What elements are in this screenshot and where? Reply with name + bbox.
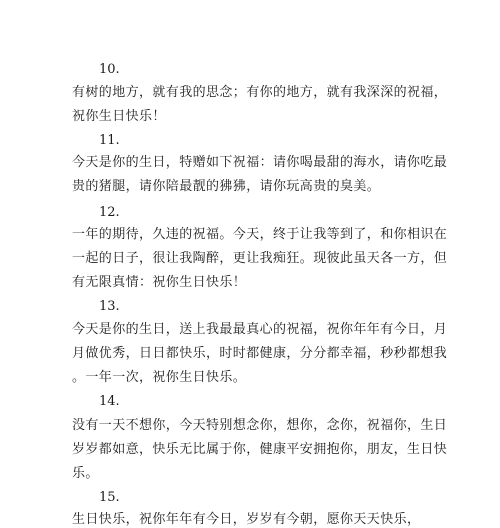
entry-line: 生日快乐，祝你年年有今日，岁岁有今朝，愿你天天快乐，	[72, 512, 421, 527]
entry-line: 今天是你的生日，送上我最最真心的祝福，祝你年年有今日，月	[72, 322, 448, 337]
entry-line: 岁岁都如意，快乐无比属于你，健康平安拥抱你，朋友，生日快	[72, 442, 448, 457]
entry-number: 13.	[99, 299, 120, 314]
entry-line: 一起的日子，很让我陶醉，更让我痴狂。现彼此虽天各一方，但	[72, 251, 448, 266]
entry-number: 11.	[99, 133, 120, 148]
entry-line: 贵的猪腿，请你陪最靓的狒狒，请你玩高贵的臭美。	[72, 179, 381, 194]
entry-number: 10.	[99, 62, 120, 77]
entry-line: 没有一天不想你，今天特别想念你，想你，念你，祝福你，生日	[72, 418, 448, 433]
entry-line: 有树的地方，就有我的思念；有你的地方，就有我深深的祝福，	[72, 85, 448, 100]
entry-line: 一年的期待，久违的祝福。今天，终于让我等到了，和你相识在	[72, 227, 448, 242]
entry-line: 祝你生日快乐！	[72, 109, 166, 124]
entry-line: 乐。	[72, 466, 99, 481]
entry-line: 今天是你的生日，特赠如下祝福：请你喝最甜的海水，请你吃最	[72, 155, 448, 170]
entry-line: 。一年一次，祝你生日快乐。	[72, 370, 247, 385]
entry-number: 15.	[99, 490, 120, 505]
entry-line: 有无限真情：祝你生日快乐！	[72, 275, 247, 290]
entry-number: 14.	[99, 394, 120, 409]
entry-number: 12.	[99, 205, 120, 220]
entry-line: 月做优秀，日日都快乐，时时都健康，分分都幸福，秒秒都想我	[72, 346, 448, 361]
